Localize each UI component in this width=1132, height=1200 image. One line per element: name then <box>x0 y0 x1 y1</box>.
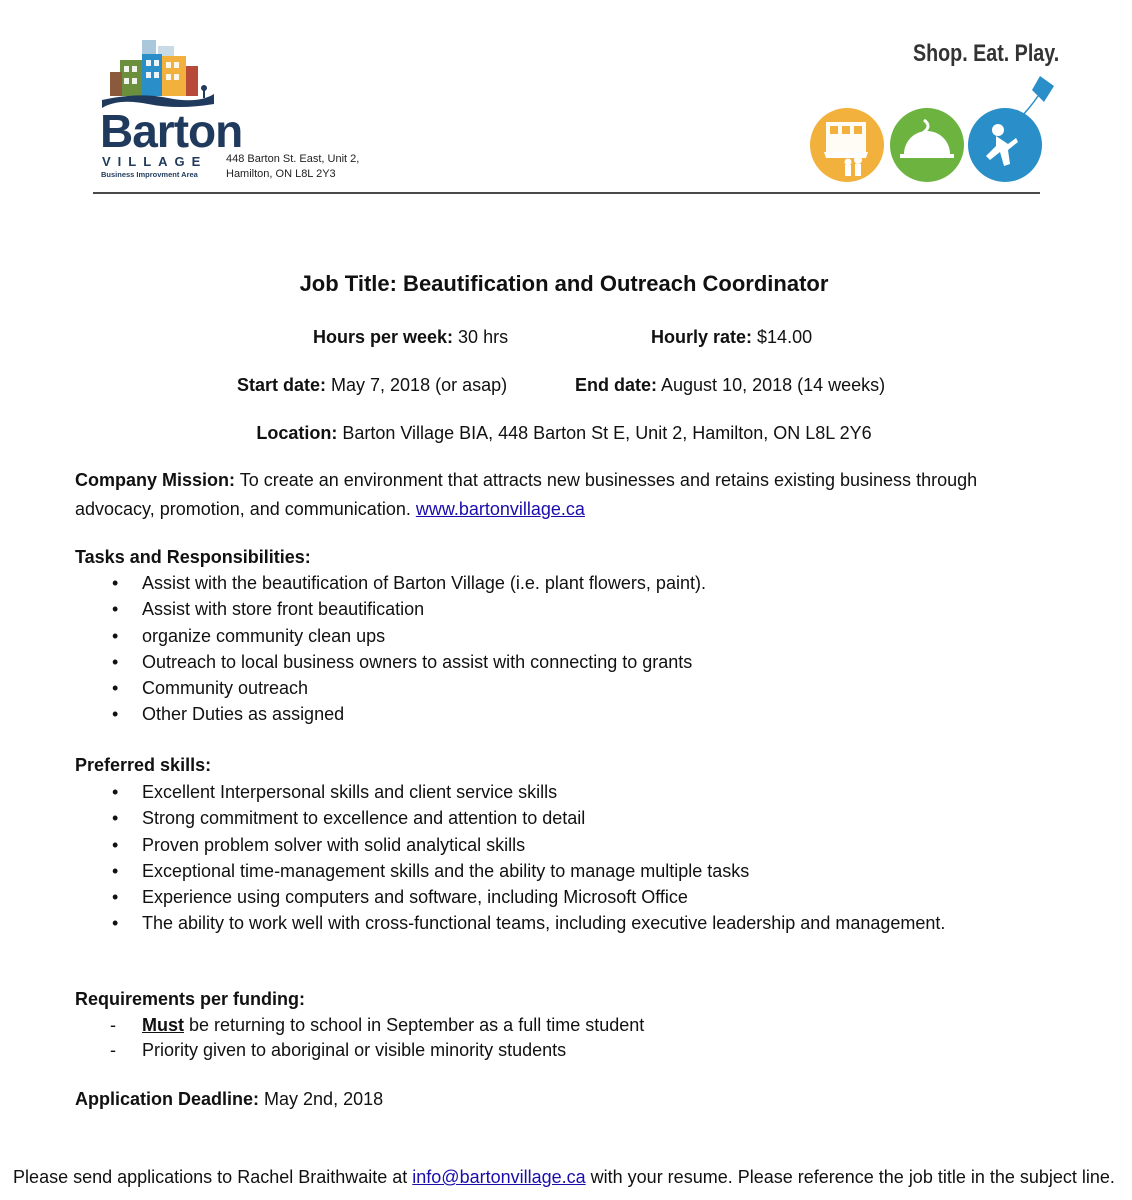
location-value: Barton Village BIA, 448 Barton St E, Unit 2, Hamilton, ON L8L 2Y6 <box>337 423 872 443</box>
start-label: Start date: <box>237 375 327 395</box>
list-item: • Proven problem solver with solid analytical skills <box>112 834 526 855</box>
deadline-label: Application Deadline: <box>75 1089 260 1109</box>
skills-heading: Preferred skills: <box>75 755 212 775</box>
list-item: • Strong commitment to excellence and attention to detail <box>112 808 586 829</box>
eat-icon <box>890 108 964 182</box>
rate-label: Hourly rate: <box>651 327 753 347</box>
footer-text-after: with your resume. Please reference the job title in the subject line. <box>585 1167 1115 1187</box>
mission-label: Company Mission: <box>75 470 236 490</box>
deadline-value: May 2nd, 2018 <box>259 1089 384 1109</box>
application-instructions <box>0 1163 1128 1192</box>
list-item: • Assist with store front beautification <box>112 599 425 620</box>
list-item: • Assist with the beautification of Barton Village (i.e. plant flowers, paint). <box>112 573 706 593</box>
location-label: Location: <box>256 423 338 443</box>
requirement-item-2 <box>110 1039 566 1061</box>
logo-village-text: VILLAGE <box>102 154 208 169</box>
requirement-emphasis: Must <box>142 1015 184 1035</box>
tasks-list <box>0 572 706 730</box>
start-date <box>237 374 507 396</box>
hours-per-week <box>313 326 508 348</box>
header-address <box>226 152 359 182</box>
job-title: Job Title: Beautification and Outreach Coordinator <box>299 271 829 296</box>
skills-list <box>0 781 945 939</box>
header-divider <box>93 192 1040 194</box>
application-deadline <box>75 1088 383 1110</box>
location <box>0 422 1128 444</box>
logo-bia-text: Business Improvment Area <box>101 170 198 179</box>
list-item: • The ability to work well with cross-functional teams, including executive leadership and management. <box>112 913 946 934</box>
list-item: • organize community clean ups <box>112 625 386 646</box>
end-date <box>575 374 885 396</box>
mission-text: To create an environment that attracts new businesses and retains existing business through advocacy, promotion, and communication. <box>75 470 978 519</box>
list-item: • Other Duties as assigned <box>112 704 345 725</box>
end-value: August 10, 2018 (14 weeks) <box>657 375 886 395</box>
website-link[interactable]: www.bartonvillage.ca <box>415 499 585 519</box>
logo-wordmark: Barton <box>100 105 243 157</box>
address-line-1: 448 Barton St. East, Unit 2, <box>226 153 360 165</box>
company-mission <box>75 466 1035 524</box>
list-item: • Excellent Interpersonal skills and client service skills <box>112 782 558 802</box>
address-line-2: Hamilton, ON L8L 2Y3 <box>226 168 336 180</box>
hourly-rate <box>651 326 812 348</box>
storefronts-logo-icon <box>98 36 218 112</box>
kite-icon <box>1010 74 1056 124</box>
requirement-text-2: Priority given to aboriginal or visible minority students <box>142 1040 567 1060</box>
requirement-text-1: be returning to school in September as a full time student <box>184 1015 645 1035</box>
shop-icon <box>810 108 884 182</box>
tasks-heading: Tasks and Responsibilities: <box>75 547 311 567</box>
hours-label: Hours per week: <box>313 327 454 347</box>
start-value: May 7, 2018 (or asap) <box>326 375 508 395</box>
requirement-item-1 <box>110 1014 644 1036</box>
rate-value: $14.00 <box>752 327 813 347</box>
list-item: • Experience using computers and software, including Microsoft Office <box>112 887 688 908</box>
list-item: • Outreach to local business owners to assist with connecting to grants <box>112 651 693 672</box>
hours-value: 30 hrs <box>453 327 509 347</box>
tagline: Shop. Eat. Play. <box>913 40 1060 67</box>
list-item: • Exceptional time-management skills and the ability to manage multiple tasks <box>112 860 750 881</box>
requirements-heading: Requirements per funding: <box>75 989 306 1009</box>
email-link[interactable]: info@bartonvillage.ca <box>412 1167 586 1187</box>
end-label: End date: <box>575 375 658 395</box>
footer-text-before: Please send applications to Rachel Braithwaite at <box>13 1167 413 1187</box>
dash: - <box>110 1040 116 1060</box>
list-item: • Community outreach <box>112 678 309 699</box>
dash: - <box>110 1015 116 1035</box>
